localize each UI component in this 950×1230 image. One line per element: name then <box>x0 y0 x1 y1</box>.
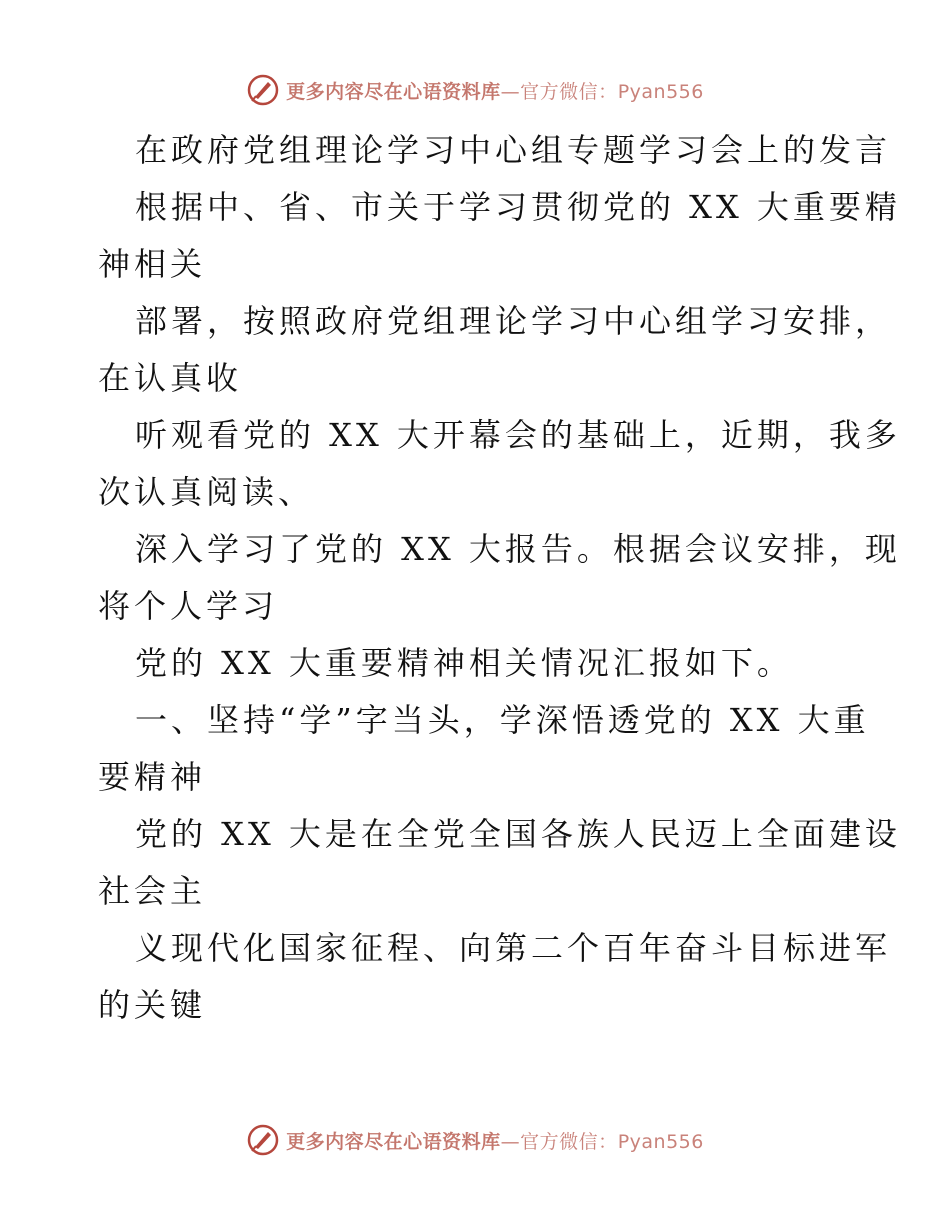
text-line: 次认真阅读、 <box>98 473 315 511</box>
text-line: 在认真收 <box>98 359 243 397</box>
footer-banner <box>0 1120 950 1160</box>
banner-account: Pyan556 <box>617 1130 704 1153</box>
text-line: 党的 XX 大重要精神相关情况汇报如下。 <box>135 644 793 682</box>
header-banner <box>0 70 950 110</box>
text-line: 听观看党的 XX 大开幕会的基础上，近期，我多 <box>135 416 901 454</box>
text-line: 将个人学习 <box>98 587 279 625</box>
text-line: 社会主 <box>98 872 207 910</box>
text-line: 要精神 <box>98 758 207 796</box>
text-line: 在政府党组理论学习中心组专题学习会上的发言 <box>135 131 892 169</box>
banner-label: 官方微信： <box>520 80 618 103</box>
banner-label: 官方微信： <box>520 1130 618 1153</box>
quill-seal-icon <box>246 1123 280 1157</box>
text-line: 一、坚持“学”字当头，学深悟透党的 XX 大重 <box>135 701 870 739</box>
text-line: 神相关 <box>98 245 207 283</box>
banner-brand: 更多内容尽在心语资料库 <box>286 80 501 103</box>
text-line: 党的 XX 大是在全党全国各族人民迈上全面建设 <box>135 815 901 853</box>
document-body <box>98 122 901 1034</box>
banner-dash: — <box>500 80 521 103</box>
text-line: 部署，按照政府党组理论学习中心组学习安排， <box>135 302 892 340</box>
banner-dash: — <box>500 1130 521 1153</box>
banner-text <box>286 1127 704 1154</box>
text-line: 义现代化国家征程、向第二个百年奋斗目标进军 <box>135 929 892 967</box>
text-line: 深入学习了党的 XX 大报告。根据会议安排，现 <box>135 530 901 568</box>
banner-text <box>286 77 704 104</box>
quill-seal-icon <box>246 73 280 107</box>
text-line: 的关键 <box>98 986 207 1024</box>
banner-account: Pyan556 <box>617 80 704 103</box>
text-line: 根据中、省、市关于学习贯彻党的 XX 大重要精 <box>135 188 901 226</box>
banner-brand: 更多内容尽在心语资料库 <box>286 1130 501 1153</box>
